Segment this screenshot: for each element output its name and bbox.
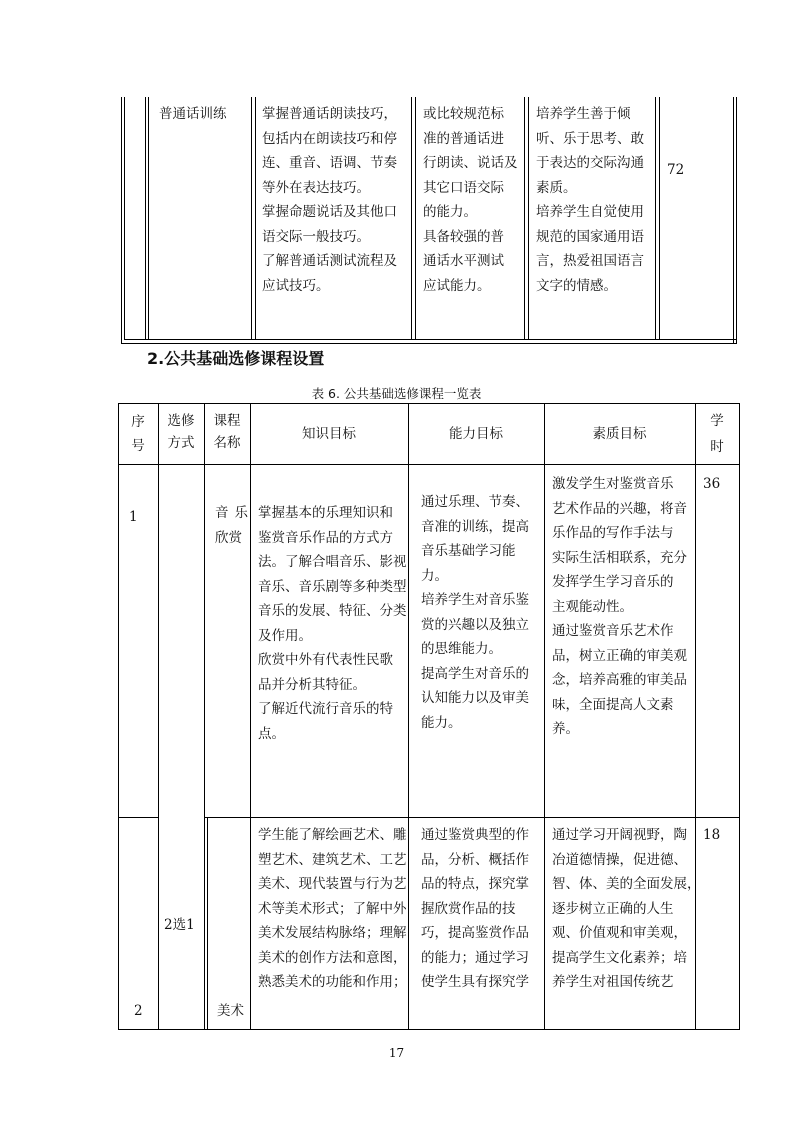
text-line: 包括内在朗读技巧和停: [262, 130, 397, 147]
text-line: 赏的兴趣以及独立: [421, 616, 529, 633]
text-line: 掌握普通话朗读技巧，: [262, 106, 397, 122]
top-knowledge: [262, 102, 397, 298]
text-line: 力。: [421, 567, 448, 584]
text-line: 及作用。: [258, 627, 312, 644]
text-line: 艺术作品的兴趣，将音: [552, 500, 687, 517]
text-line: 通过学习开阔视野，陶: [552, 827, 687, 843]
text-line: 逐步树立正确的人生: [552, 900, 674, 917]
text-line: 具备较强的普: [423, 228, 504, 245]
text-line: 能力。: [421, 714, 462, 731]
text-line: 品并分析其特征。: [258, 676, 366, 693]
text-line: 掌握基本的乐理知识和: [258, 505, 393, 521]
top-ability: [423, 102, 518, 298]
text-line: 通话水平测试: [423, 253, 504, 269]
text-line: 准的普通话进: [423, 130, 504, 147]
text-line: 音乐的发展、特征、分类: [258, 603, 407, 619]
text-line: 了解普通话测试流程及: [262, 253, 397, 269]
text-line: 行朗读、说话及: [423, 155, 518, 171]
text-line: 握欣赏作品的技: [421, 900, 516, 917]
row2-ability: [421, 823, 529, 995]
text-line: 养。: [552, 721, 579, 737]
header-quality: 素质目标: [592, 426, 647, 442]
text-line: 智、体、美的全面发展，: [552, 876, 701, 892]
text-line: 观、价值观和审美观，: [552, 925, 687, 941]
text-line: 的思维能力。: [421, 641, 502, 657]
top-course-name: 普通话训练: [159, 106, 227, 122]
text-line: 提高学生对音乐的: [421, 665, 529, 682]
text-line: 品的特点，探究掌: [421, 876, 529, 892]
row1-hours: 36: [703, 476, 721, 492]
row2-hours: 18: [703, 827, 721, 843]
text-line: 的能力；通过学习: [421, 949, 529, 966]
text-line: 术等美术形式；了解中外: [258, 900, 407, 917]
text-line: 于表达的交际沟通: [536, 155, 644, 171]
text-line: 文字的情感。: [536, 277, 617, 294]
text-line: 品，树立正确的审美观: [552, 647, 687, 664]
text-line: 美术的创作方法和意图，: [258, 949, 407, 966]
text-line: 其它口语交际: [423, 179, 504, 196]
row2-quality: [552, 823, 701, 995]
table-caption: 表 6. 公共基础选修课程一览表: [311, 386, 482, 401]
text-line: 养学生对祖国传统艺: [552, 974, 674, 990]
text-line: 通过鉴赏音乐艺术作: [552, 623, 674, 639]
text-line: 品，分析、概括作: [421, 851, 529, 868]
text-line: 的能力。: [423, 204, 477, 220]
top-hours: 72: [667, 162, 685, 178]
text-line: 点。: [258, 725, 285, 742]
row1-ability: [421, 490, 529, 735]
text-line: 等外在表达技巧。: [262, 179, 370, 196]
header-mode: 选修 方式: [167, 413, 195, 451]
header-hours: 学 时: [710, 413, 724, 455]
text-line: 欣赏中外有代表性民歌: [258, 652, 393, 668]
text-line: 认知能力以及审美: [421, 690, 529, 706]
page-number: 17: [388, 1046, 405, 1060]
text-line: 使学生具有探究学: [421, 974, 529, 990]
text-line: 熟悉美术的功能和作用；: [258, 974, 407, 990]
text-line: 通过乐理、节奏、: [421, 494, 529, 510]
text-line: 掌握命题说话及其他口: [262, 204, 397, 220]
row2-seq: 2: [134, 1003, 143, 1019]
text-line: 发挥学生学习音乐的: [552, 574, 674, 590]
text-line: 巧，提高鉴赏作品: [421, 925, 529, 941]
text-line: 了解近代流行音乐的特: [258, 701, 393, 717]
text-line: 音乐基础学习能: [421, 543, 516, 559]
text-line: 培养学生自觉使用: [536, 204, 644, 220]
text-line: 应试技巧。: [262, 277, 330, 294]
text-line: 音乐、音乐剧等多种类型: [258, 578, 407, 595]
row1-course-name: 音乐 欣赏: [215, 505, 254, 546]
text-line: 法。了解合唱音乐、影视: [258, 554, 407, 570]
text-line: 乐作品的写作手法与: [552, 525, 674, 541]
header-knowledge: 知识目标: [302, 426, 356, 442]
text-line: 提高学生文化素养；培: [552, 949, 687, 966]
row1-quality: [552, 472, 687, 742]
text-line: 培养学生对音乐鉴: [421, 592, 529, 608]
text-line: 或比较规范标: [423, 106, 504, 122]
text-line: 念，培养高雅的审美品: [552, 672, 687, 688]
text-line: 通过鉴赏典型的作: [421, 827, 529, 843]
row2-knowledge: [258, 823, 407, 995]
text-line: 美术发展结构脉络；理解: [258, 925, 407, 941]
header-seq: 序 号: [131, 414, 145, 454]
header-ability: 能力目标: [449, 426, 503, 442]
row2-course-name: 美术: [217, 1003, 244, 1019]
text-line: 培养学生善于倾: [536, 106, 631, 122]
section-heading: 2.公共基础选修课程设置: [147, 349, 325, 368]
text-line: 连、重音、语调、节奏: [262, 155, 397, 171]
text-line: 冶道德情操，促进德、: [552, 851, 687, 868]
text-line: 言，热爱祖国语言: [536, 253, 644, 269]
text-line: 音准的训练，提高: [421, 518, 529, 535]
elective-mode: 2选1: [164, 917, 195, 933]
text-line: 激发学生对鉴赏音乐: [552, 476, 674, 492]
top-quality: [536, 102, 644, 298]
text-line: 味，全面提高人文素: [552, 696, 674, 713]
text-line: 应试能力。: [423, 277, 491, 294]
row1-knowledge: [258, 501, 407, 746]
text-line: 塑艺术、建筑艺术、工艺: [258, 851, 407, 868]
text-line: 实际生活相联系，充分: [552, 549, 687, 566]
text-line: 美术、现代装置与行为艺: [258, 876, 407, 892]
text-line: 素质。: [536, 179, 577, 196]
header-course-name: 课程 名称: [213, 413, 241, 451]
text-line: 规范的国家通用语: [536, 228, 644, 245]
text-line: 语交际一般技巧。: [262, 228, 370, 245]
text-line: 主观能动性。: [552, 598, 633, 615]
text-line: 听、乐于思考、敢: [536, 130, 644, 147]
text-line: 学生能了解绘画艺术、雕: [258, 827, 407, 843]
text-line: 鉴赏音乐作品的方式方: [258, 529, 393, 546]
row1-seq: 1: [129, 509, 138, 525]
